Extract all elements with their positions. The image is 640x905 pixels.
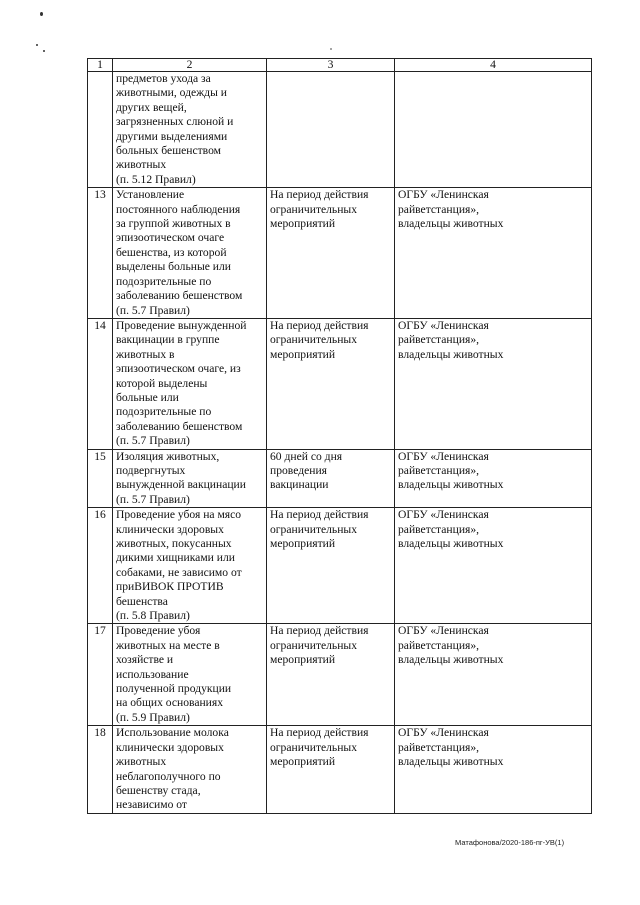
scan-speck [40,12,43,16]
row-number: 16 [88,508,113,624]
row-number: 13 [88,188,113,319]
period-cell: На период действия ограничительных мероприятий [267,624,395,726]
period-cell: 60 дней со дня проведения вакцинации [267,449,395,508]
table-row [88,188,592,319]
row-number [88,72,113,188]
period-cell: На период действия ограничительных мероприятий [267,188,395,319]
header-col-3: 3 [267,59,395,72]
responsible-cell: ОГБУ «Ленинская райветстанция», владельцы животных [395,188,592,319]
period-cell: На период действия ограничительных мероприятий [267,726,395,813]
header-col-2: 2 [113,59,267,72]
row-number: 18 [88,726,113,813]
responsible-cell: ОГБУ «Ленинская райветстанция», владельцы животных [395,508,592,624]
table-row [88,449,592,508]
responsible-cell: ОГБУ «Ленинская райветстанция», владельцы животных [395,449,592,508]
measure-cell: Установление постоянного наблюдения за группой животных в эпизоотическом очаге бешенства, из которой выделены больные или подозрительные по заболеванию бешенством (п. 5.7 Правил) [113,188,267,319]
header-col-4: 4 [395,59,592,72]
row-number: 17 [88,624,113,726]
responsible-cell: ОГБУ «Ленинская райветстанция», владельцы животных [395,318,592,449]
table-header-row [88,59,592,72]
period-cell [267,72,395,188]
responsible-cell [395,72,592,188]
measure-cell: Проведение убоя животных на месте в хозяйстве и использование полученной продукции на общих основаниях (п. 5.9 Правил) [113,624,267,726]
table-row [88,726,592,813]
table-row [88,624,592,726]
measure-cell: Использование молока клинически здоровых животных неблагополучного по бешенству стада, независимо от [113,726,267,813]
table-row [88,72,592,188]
responsible-cell: ОГБУ «Ленинская райветстанция», владельцы животных [395,624,592,726]
scan-speck [36,44,38,46]
scan-speck [43,50,45,52]
table-row [88,318,592,449]
document-footer-id: Матафонова/2020-186-пг-УВ(1) [455,838,565,847]
header-col-1: 1 [88,59,113,72]
period-cell: На период действия ограничительных мероприятий [267,508,395,624]
measure-cell: Изоляция животных, подвергнутых вынужденной вакцинации (п. 5.7 Правил) [113,449,267,508]
measure-cell: предметов ухода за животными, одежды и других вещей, загрязненных слюной и другими выделениями больных бешенством животных (п. 5.12 Правил) [113,72,267,188]
table-row [88,508,592,624]
row-number: 14 [88,318,113,449]
measures-table [87,58,592,814]
measure-cell: Проведение вынужденной вакцинации в группе животных в эпизоотическом очаге, из которой выделены больные или подозрительные по заболеванию бешенством (п. 5.7 Правил) [113,318,267,449]
responsible-cell: ОГБУ «Ленинская райветстанция», владельцы животных [395,726,592,813]
period-cell: На период действия ограничительных мероприятий [267,318,395,449]
measure-cell: Проведение убоя на мясо клинически здоровых животных, покусанных дикими хищниками или собаками, не зависимо от приВИВОК ПРОТИВ бешенства (п. 5.8 Правил) [113,508,267,624]
row-number: 15 [88,449,113,508]
scan-speck [330,48,332,50]
